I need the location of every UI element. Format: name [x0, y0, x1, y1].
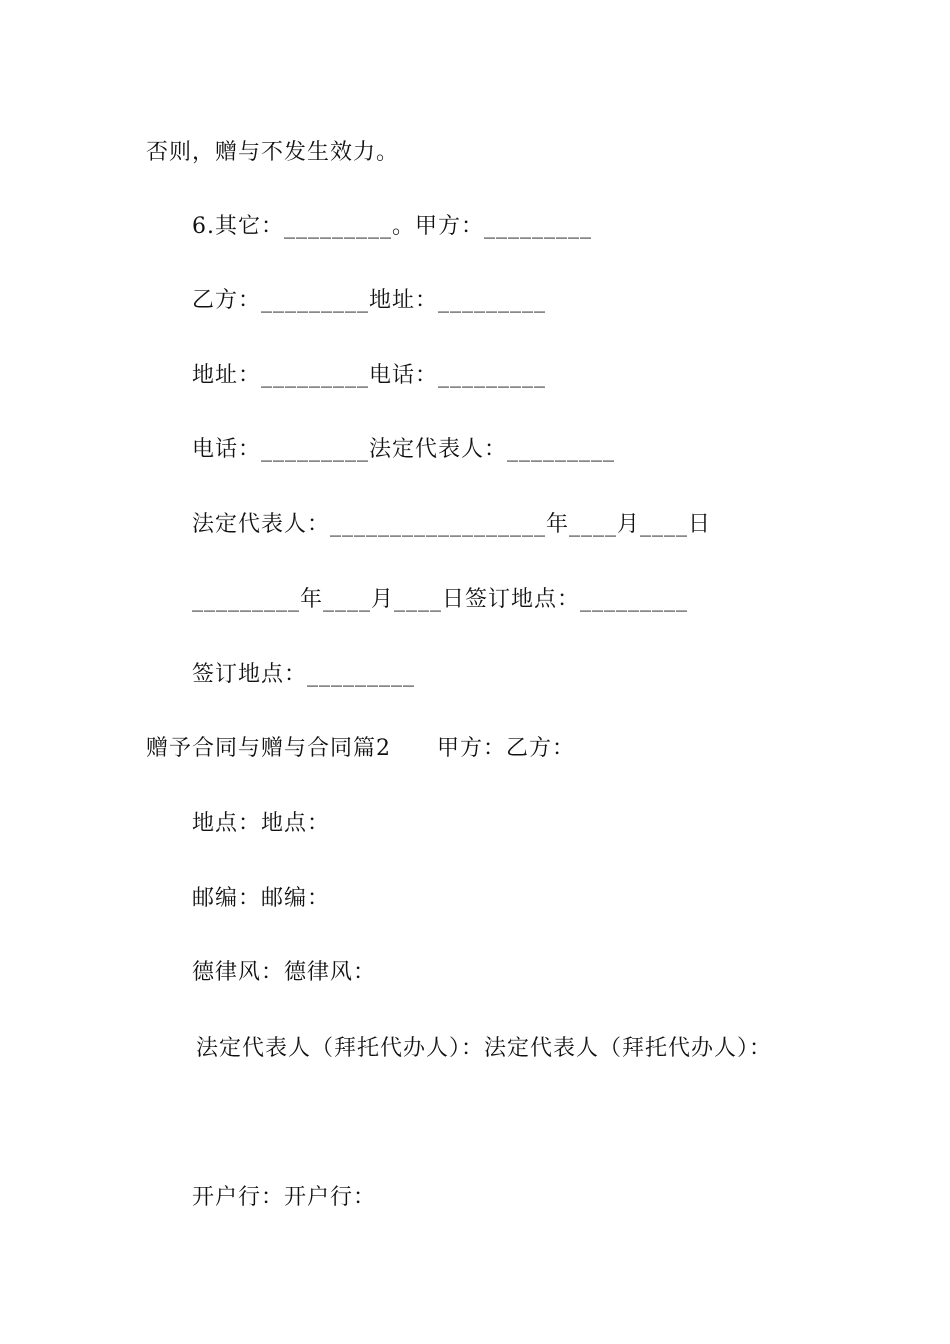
text-line-clause-end: 否则，赠与不发生效力。 — [146, 140, 400, 165]
text-line-postcode: 邮编：邮编： — [192, 886, 331, 911]
text-line-address-phone: 地址：_________电话：_________ — [192, 363, 547, 388]
text-line-bank: 开户行：开户行： — [192, 1185, 377, 1210]
text-line-date-sign-place: _________年____月____日签订地点：_________ — [192, 587, 689, 612]
text-line-phone-representative: 电话：_________法定代表人：_________ — [192, 437, 616, 462]
text-line-party-b-address: 乙方：_________地址：_________ — [192, 288, 547, 313]
text-line-sign-place: 签订地点：_________ — [192, 662, 416, 687]
text-line-representative-date: 法定代表人：__________________年____月____日 — [192, 512, 712, 537]
text-line-telephone: 德律风：德律风： — [192, 960, 377, 985]
text-line-other-party-a: 6.其它：_________。甲方：_________ — [192, 214, 592, 239]
text-line-legal-representative: 法定代表人（拜托代办人）：法定代表人（拜托代办人）： — [196, 1036, 773, 1061]
text-line-location: 地点：地点： — [192, 811, 331, 836]
section-heading-contract-2: 赠予合同与赠与合同篇2 甲方：乙方： — [146, 736, 575, 761]
